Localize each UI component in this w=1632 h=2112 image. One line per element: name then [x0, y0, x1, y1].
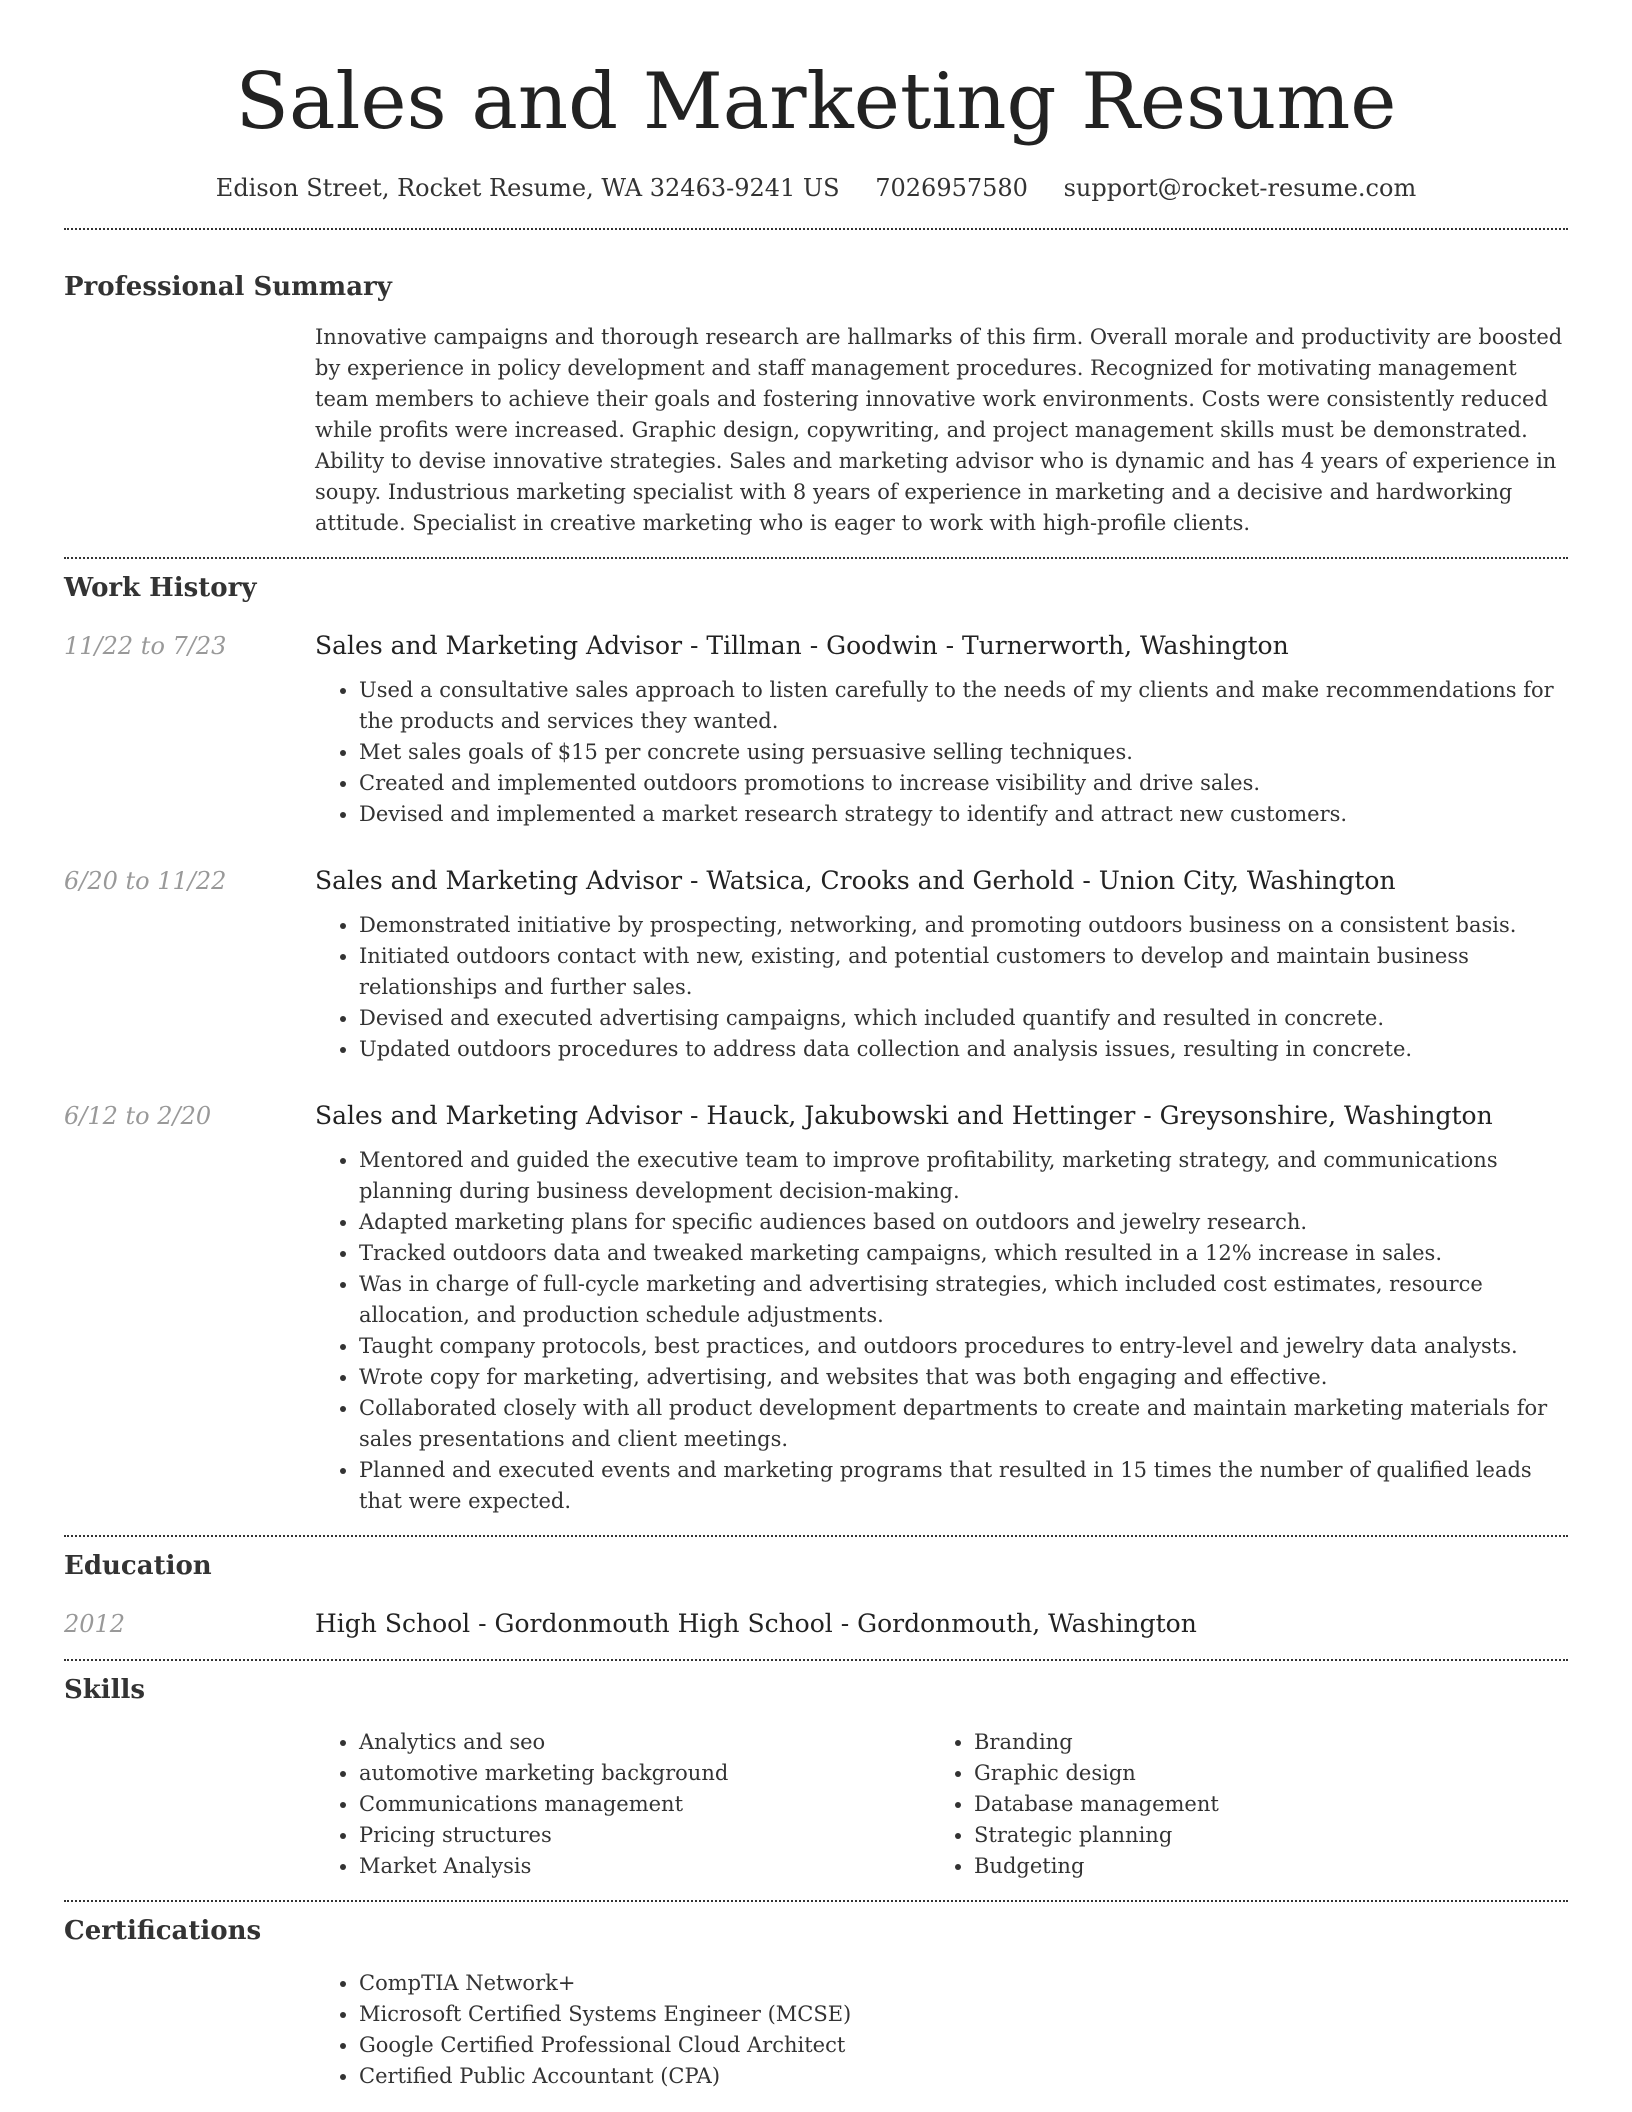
- skills-section: [64, 1673, 1568, 1882]
- job-date: 6/20 to 11/22: [64, 867, 227, 895]
- list-item: • Planned and executed events and marketing programs that resulted in 15 times the number of qualified leads that were expected.: [359, 1455, 1568, 1517]
- skills-heading: Skills: [64, 1675, 146, 1705]
- contact-line: [64, 168, 1568, 208]
- skill-item: • Budgeting: [974, 1851, 1545, 1882]
- list-item: • Demonstrated initiative by prospecting, networking, and promoting outdoors business on a consistent basis.: [359, 910, 1568, 941]
- divider: [64, 228, 1568, 230]
- education-title: High School - Gordonmouth High School - Gordonmouth, Washington: [315, 1609, 1197, 1638]
- job-bullets: [315, 675, 1568, 830]
- certifications-list: [315, 1968, 1568, 2092]
- list-item: • Created and implemented outdoors promotions to increase visibility and drive sales.: [359, 768, 1568, 799]
- certification-item: • CompTIA Network+: [359, 1968, 1568, 1999]
- work-history-section: [64, 571, 1568, 1517]
- list-item: • Tracked outdoors data and tweaked marketing campaigns, which resulted in a 12% increase in sales.: [359, 1238, 1568, 1269]
- skill-item: • automotive marketing background: [359, 1758, 930, 1789]
- list-item: • Adapted marketing plans for specific audiences based on outdoors and jewelry research.: [359, 1207, 1568, 1238]
- job-bullets: [315, 910, 1568, 1065]
- list-item: • Mentored and guided the executive team to improve profitability, marketing strategy, and communications planning during business development decision-making.: [359, 1145, 1568, 1207]
- skill-item: • Communications management: [359, 1789, 930, 1820]
- list-item: • Wrote copy for marketing, advertising, and websites that was both engaging and effective.: [359, 1362, 1568, 1393]
- job-date: 6/12 to 2/20: [64, 1102, 212, 1130]
- certifications-section: [64, 1914, 1568, 2092]
- job-entry: [64, 629, 1568, 830]
- skills-list-right: [930, 1727, 1545, 1882]
- list-item: • Updated outdoors procedures to address data collection and analysis issues, resulting in concrete.: [359, 1034, 1568, 1065]
- job-date: 11/22 to 7/23: [64, 632, 227, 660]
- certifications-heading: Certifications: [64, 1916, 262, 1946]
- list-item: • Used a consultative sales approach to listen carefully to the needs of my clients and make recommendations for the products and services they wanted.: [359, 675, 1568, 737]
- certification-item: • Certified Public Accountant (CPA): [359, 2061, 1568, 2092]
- contact-address: Edison Street, Rocket Resume, WA 32463-9241 US: [215, 174, 840, 202]
- certification-item: • Microsoft Certified Systems Engineer (MCSE): [359, 1999, 1568, 2030]
- summary-heading: Professional Summary: [64, 272, 392, 302]
- divider: [64, 1535, 1568, 1537]
- summary-text: Innovative campaigns and thorough research are hallmarks of this firm. Overall morale and productivity are boosted by experience in policy development and staff management procedures. Recognized for motivating management team members to achieve their goals and fostering innovative work environments. Costs were consistently reduced while profits were increased. Graphic design, copywriting, and project management skills must be demonstrated. Ability to devise innovative strategies. Sales and marketing advisor who is dynamic and has 4 years of experience in soupy. Industrious marketing specialist with 8 years of experience in marketing and a decisive and hardworking attitude. Specialist in creative marketing who is eager to work with high-profile clients.: [315, 325, 1563, 535]
- skill-item: • Graphic design: [974, 1758, 1545, 1789]
- job-title: Sales and Marketing Advisor - Watsica, Crooks and Gerhold - Union City, Washington: [315, 866, 1396, 895]
- skills-list-left: [315, 1727, 930, 1882]
- list-item: • Met sales goals of $15 per concrete using persuasive selling techniques.: [359, 737, 1568, 768]
- list-item: • Was in charge of full-cycle marketing and advertising strategies, which included cost estimates, resource allocation, and production schedule adjustments.: [359, 1269, 1568, 1331]
- job-entry: [64, 1099, 1568, 1517]
- summary-section: [64, 270, 1568, 539]
- list-item: • Initiated outdoors contact with new, existing, and potential customers to develop and maintain business relationships and further sales.: [359, 941, 1568, 1003]
- list-item: • Taught company protocols, best practices, and outdoors procedures to entry-level and jewelry data analysts.: [359, 1331, 1568, 1362]
- list-item: • Devised and implemented a market research strategy to identify and attract new customers.: [359, 799, 1568, 830]
- divider: [64, 557, 1568, 559]
- job-title: Sales and Marketing Advisor - Hauck, Jakubowski and Hettinger - Greysonshire, Washington: [315, 1101, 1493, 1130]
- job-entry: [64, 864, 1568, 1065]
- resume-title: Sales and Marketing Resume: [235, 57, 1397, 147]
- divider: [64, 1659, 1568, 1661]
- education-entry: [64, 1607, 1568, 1641]
- contact-email: support@rocket-resume.com: [1063, 174, 1417, 202]
- job-bullets: [315, 1145, 1568, 1517]
- list-item: • Devised and executed advertising campaigns, which included quantify and resulted in concrete.: [359, 1003, 1568, 1034]
- work-history-heading: Work History: [64, 573, 257, 603]
- skill-item: • Market Analysis: [359, 1851, 930, 1882]
- skill-item: • Database management: [974, 1789, 1545, 1820]
- education-section: [64, 1549, 1568, 1641]
- job-title: Sales and Marketing Advisor - Tillman - Goodwin - Turnerworth, Washington: [315, 631, 1289, 660]
- education-heading: Education: [64, 1551, 212, 1581]
- skill-item: • Pricing structures: [359, 1820, 930, 1851]
- certification-item: • Google Certified Professional Cloud Architect: [359, 2030, 1568, 2061]
- skill-item: • Branding: [974, 1727, 1545, 1758]
- skill-item: • Strategic planning: [974, 1820, 1545, 1851]
- contact-phone: 7026957580: [875, 174, 1028, 202]
- skill-item: • Analytics and seo: [359, 1727, 930, 1758]
- education-date: 2012: [64, 1610, 126, 1638]
- list-item: • Collaborated closely with all product development departments to create and maintain marketing materials for sales presentations and client meetings.: [359, 1393, 1568, 1455]
- resume-page: [64, 0, 1568, 2092]
- divider: [64, 1900, 1568, 1902]
